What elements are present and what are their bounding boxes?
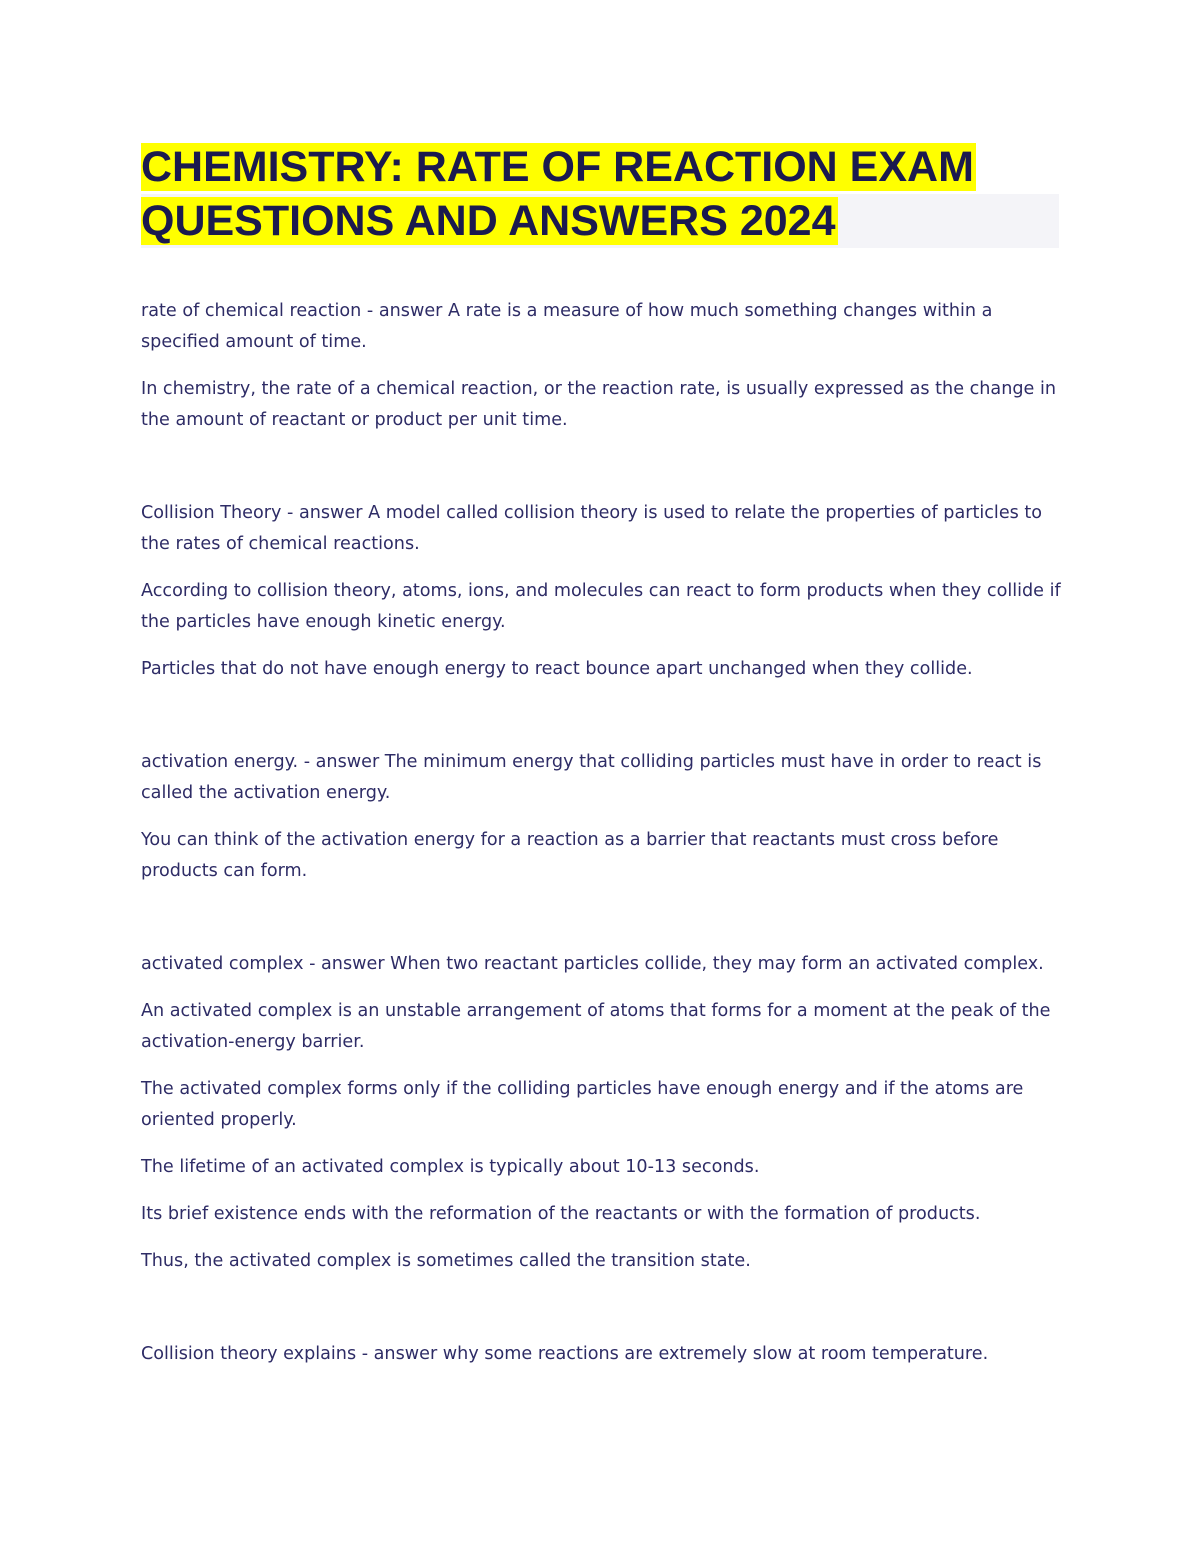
paragraph: Particles that do not have enough energy to react bounce apart unchanged when they collide. [141,659,973,679]
paragraph: Collision theory explains - answer why some reactions are extremely slow at room temperature. [141,1344,989,1364]
paragraph: According to collision theory, atoms, ions, and molecules can react to form products when they collide if the particles have enough kinetic energy. [141,581,1061,632]
paragraph: rate of chemical reaction - answer A rate is a measure of how much something changes within a specified amount of time. [141,301,993,352]
paragraph: You can think of the activation energy for a reaction as a barrier that reactants must cross before products can form. [141,830,999,881]
title-line-2 [141,194,1059,248]
qa-section [141,296,1066,436]
paragraph: The lifetime of an activated complex is typically about 10-13 seconds. [141,1157,760,1177]
section-gap [141,701,1066,747]
section-gap [141,1293,1066,1339]
qa-section [141,747,1066,887]
paragraph: activated complex - answer When two reactant particles collide, they may form an activated complex. [141,954,1044,974]
title-line-1-text: CHEMISTRY: RATE OF REACTION EXAM [141,143,974,191]
paragraph: In chemistry, the rate of a chemical reaction, or the reaction rate, is usually expressed as the change in the amount of reactant or product per unit time. [141,379,1056,430]
qa-section [141,949,1066,1277]
paragraph: An activated complex is an unstable arrangement of atoms that forms for a moment at the peak of the activation-energy barrier. [141,1001,1051,1052]
paragraph: Thus, the activated complex is sometimes called the transition state. [141,1251,751,1271]
title-line-1 [141,140,1059,194]
document-title [141,140,1059,248]
qa-section [141,498,1066,685]
paragraph: Its brief existence ends with the reformation of the reactants or with the formation of products. [141,1204,981,1224]
qa-section [141,1339,1066,1370]
paragraph: The activated complex forms only if the colliding particles have enough energy and if the atoms are oriented properly. [141,1079,1024,1130]
title-line-2-text: QUESTIONS AND ANSWERS 2024 [141,197,836,245]
document-body [141,296,1066,1386]
section-gap [141,903,1066,949]
paragraph: Collision Theory - answer A model called collision theory is used to relate the properties of particles to the rates of chemical reactions. [141,503,1043,554]
section-gap [141,452,1066,498]
paragraph: activation energy. - answer The minimum energy that colliding particles must have in order to react is called the activation energy. [141,752,1042,803]
